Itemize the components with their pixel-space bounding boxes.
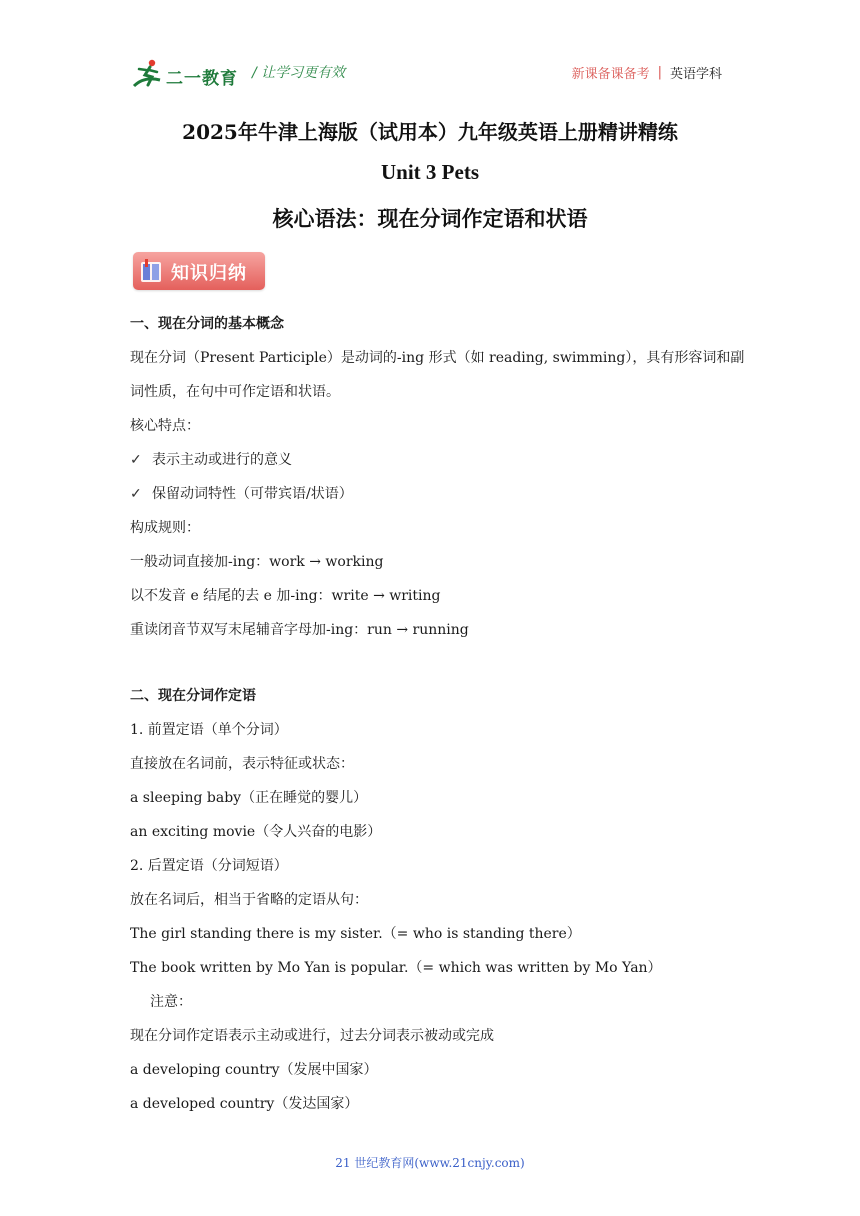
line-text: 2. 后置定语（分词短语） (130, 858, 288, 874)
line-text: 表示主动或进行的意义 (152, 452, 292, 468)
document-title: 2025年牛津上海版（试用本）九年级英语上册精讲精练 (182, 120, 678, 144)
logo (130, 58, 242, 90)
header-subject-label: 英语学科 (669, 67, 722, 82)
text-line (130, 920, 740, 954)
slogan: / 让学习更有效 (252, 65, 346, 81)
text-line (130, 412, 740, 446)
page-header (130, 58, 730, 92)
text-line (130, 750, 740, 784)
text-line (130, 988, 740, 1022)
text-line (130, 378, 740, 412)
text-line (130, 716, 740, 750)
text-line (130, 480, 740, 514)
text-line (130, 784, 740, 818)
text-line (130, 1056, 740, 1090)
line-text: 以不发音 e 结尾的去 e 加-ing：write → writing (130, 588, 441, 604)
line-text: 词性质，在句中可作定语和状语。 (130, 384, 340, 400)
line-text: a developing country（发展中国家） (130, 1062, 378, 1078)
blank-line (130, 650, 740, 682)
line-text: 现在分词（Present Participle）是动词的-ing 形式（如 reading, swimming），具有形容词和副 (130, 350, 745, 366)
header-subject (572, 63, 722, 82)
page-footer: 21 世纪教育网(www.21cnjy.com) (335, 1156, 525, 1170)
unit-title: Unit 3 Pets (381, 160, 479, 184)
header-course-label: 新课备课备考 (571, 67, 650, 82)
line-text: The girl standing there is my sister.（= who is standing there） (130, 926, 581, 942)
topic-title: 核心语法：现在分词作定语和状语 (272, 206, 588, 231)
line-text: 1. 前置定语（单个分词） (130, 722, 288, 738)
document-body (130, 310, 745, 1124)
runner-logo-icon (130, 58, 166, 90)
line-text: 直接放在名词前，表示特征或状态： (130, 756, 354, 772)
line-text: 保留动词特性（可带宾语/状语） (152, 486, 353, 502)
line-text: 注意： (150, 994, 192, 1010)
check-icon: ✓ (130, 486, 142, 502)
line-text: a developed country（发达国家） (130, 1096, 359, 1112)
text-line (130, 616, 740, 650)
text-line (130, 548, 740, 582)
line-text: 核心特点： (130, 418, 200, 434)
book-icon (139, 258, 163, 284)
logo-text: 二一教育 (166, 69, 238, 88)
line-text: 重读闭音节双写末尾辅音字母加-ing：run → running (130, 622, 469, 638)
text-line (130, 852, 740, 886)
line-text: 放在名词后，相当于省略的定语从句： (130, 892, 368, 908)
knowledge-summary-badge (133, 252, 265, 290)
text-line (130, 1090, 740, 1124)
text-line (130, 514, 740, 548)
text-line (130, 954, 740, 988)
text-line (130, 446, 740, 480)
text-line (130, 886, 740, 920)
text-line (130, 582, 740, 616)
check-icon: ✓ (130, 452, 142, 468)
line-text: a sleeping baby（正在睡觉的婴儿） (130, 790, 368, 806)
line-text: 二、现在分词作定语 (130, 688, 256, 704)
text-line (130, 344, 745, 378)
badge-label: 知识归纳 (171, 263, 247, 284)
section-heading (130, 310, 740, 344)
line-text: The book written by Mo Yan is popular.（= which was written by Mo Yan） (130, 960, 662, 976)
section-heading (130, 682, 740, 716)
line-text: an exciting movie（令人兴奋的电影） (130, 824, 382, 840)
header-separator: | (657, 65, 662, 80)
text-line (130, 818, 740, 852)
line-text: 一般动词直接加-ing：work → working (130, 554, 384, 570)
line-text: 一、现在分词的基本概念 (130, 316, 284, 332)
text-line (130, 1022, 740, 1056)
line-text: 构成规则： (130, 520, 200, 536)
line-text: 现在分词作定语表示主动或进行，过去分词表示被动或完成 (130, 1028, 494, 1044)
